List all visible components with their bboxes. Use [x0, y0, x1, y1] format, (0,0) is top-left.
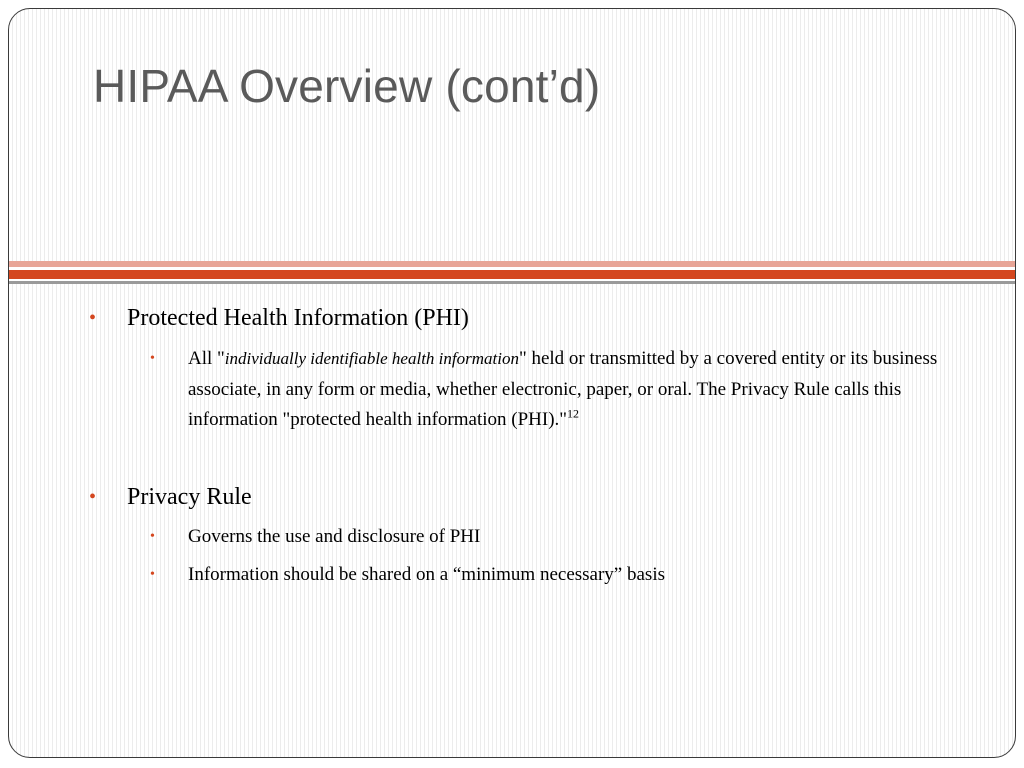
bullet-marker: •: [150, 567, 155, 582]
bullet-text: Protected Health Information (PHI): [127, 305, 469, 331]
sub-bullet-text: Governs the use and disclosure of PHI: [188, 526, 481, 547]
slide-body: [9, 9, 1015, 757]
bullet-marker: •: [150, 529, 155, 544]
bullet-item-privacy-rule: [89, 482, 252, 512]
sub-bullet-minimum-necessary: [150, 560, 948, 591]
bullet-item-phi: [89, 303, 469, 333]
sub-bullet-prefix: All ": [188, 348, 225, 369]
sub-bullet-phi-definition: [150, 344, 948, 436]
bullet-text: Privacy Rule: [127, 484, 252, 510]
slide-title: HIPAA Overview (cont’d): [93, 60, 601, 112]
bullet-marker: •: [89, 486, 97, 508]
slide: [8, 8, 1016, 758]
sub-bullet-italic: individually identifiable health information: [224, 349, 519, 368]
sub-bullet-text: Information should be shared on a “minimum necessary” basis: [188, 564, 665, 585]
sub-bullet-suffix: " held or transmitted by a covered entity or its business associate, in any form or media, whether electronic, paper, or oral. The Privacy Rule calls this information "protected health information (PHI).": [188, 348, 938, 430]
sub-bullet-governs: [150, 522, 948, 553]
bullet-marker: •: [150, 351, 155, 366]
bullet-marker: •: [89, 307, 97, 329]
footnote-reference: 12: [567, 406, 580, 421]
